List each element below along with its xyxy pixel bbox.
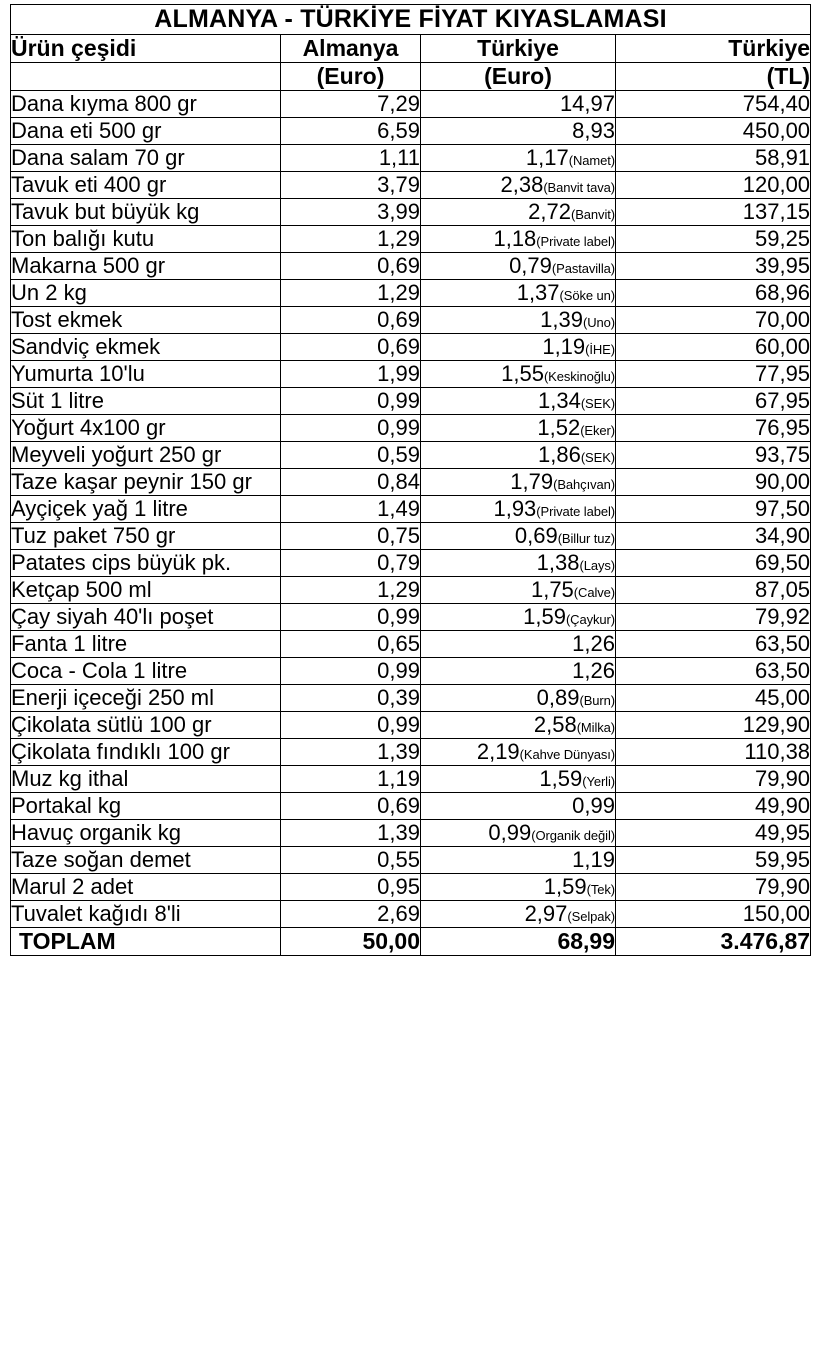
turkey-euro-value: 1,59 [543, 874, 587, 899]
germany-euro-value: 1,49 [281, 496, 421, 523]
germany-euro-value: 1,99 [281, 361, 421, 388]
header-germany-unit: (Euro) [281, 63, 421, 91]
brand-note: (Çaykur) [565, 612, 615, 627]
turkey-euro-value: 1,26 [572, 658, 615, 683]
turkey-tl-value: 68,96 [616, 280, 811, 307]
turkey-euro-cell [421, 631, 616, 658]
turkey-tl-value: 59,95 [616, 847, 811, 874]
header-row-line1 [11, 35, 811, 63]
header-product: Ürün çeşidi [11, 35, 281, 63]
product-name: Dana kıyma 800 gr [11, 91, 281, 118]
product-name: Coca - Cola 1 litre [11, 658, 281, 685]
turkey-euro-value: 1,86 [538, 442, 581, 467]
brand-note: (Banvit) [571, 207, 615, 222]
brand-note: (Uno) [582, 315, 615, 330]
turkey-euro-value: 0,99 [488, 820, 532, 845]
table-row [11, 469, 811, 496]
price-comparison-table [10, 4, 811, 956]
table-row [11, 253, 811, 280]
germany-euro-value: 0,99 [281, 415, 421, 442]
turkey-euro-value: 2,19 [476, 739, 520, 764]
table-row [11, 442, 811, 469]
turkey-tl-value: 49,95 [616, 820, 811, 847]
table-row [11, 118, 811, 145]
turkey-euro-value: 1,55 [501, 361, 544, 386]
germany-euro-value: 3,99 [281, 199, 421, 226]
turkey-euro-cell [421, 226, 616, 253]
brand-note: (Organik değil) [531, 828, 615, 843]
table-body [11, 91, 811, 956]
product-name: Marul 2 adet [11, 874, 281, 901]
turkey-euro-cell [421, 118, 616, 145]
header-turkey-tl-unit: (TL) [616, 63, 811, 91]
germany-euro-value: 0,84 [281, 469, 421, 496]
product-name: Dana salam 70 gr [11, 145, 281, 172]
turkey-tl-value: 67,95 [616, 388, 811, 415]
table-row [11, 712, 811, 739]
table-row [11, 361, 811, 388]
turkey-tl-value: 450,00 [616, 118, 811, 145]
turkey-euro-value: 1,38 [536, 550, 580, 575]
turkey-euro-value: 14,97 [559, 91, 615, 116]
header-germany: Almanya [281, 35, 421, 63]
product-name: Çikolata sütlü 100 gr [11, 712, 281, 739]
turkey-euro-value: 1,59 [539, 766, 583, 791]
product-name: Havuç organik kg [11, 820, 281, 847]
turkey-euro-value: 1,79 [510, 469, 554, 494]
turkey-euro-cell [421, 712, 616, 739]
product-name: Çikolata fındıklı 100 gr [11, 739, 281, 766]
brand-note: (İHE) [585, 342, 615, 357]
brand-note: (Private label) [536, 504, 615, 519]
turkey-euro-value: 2,97 [524, 901, 568, 926]
turkey-tl-value: 58,91 [616, 145, 811, 172]
turkey-euro-value: 1,19 [572, 847, 615, 872]
turkey-tl-value: 70,00 [616, 307, 811, 334]
germany-euro-value: 0,65 [281, 631, 421, 658]
turkey-euro-cell [421, 766, 616, 793]
turkey-euro-cell [421, 550, 616, 577]
germany-euro-value: 2,69 [281, 901, 421, 928]
brand-note: (Bahçıvan) [553, 477, 615, 492]
brand-note: (Yerli) [582, 774, 615, 789]
total-row [11, 928, 811, 956]
turkey-tl-value: 3.476,87 [616, 928, 811, 956]
total-label: TOPLAM [11, 928, 281, 956]
product-name: Yoğurt 4x100 gr [11, 415, 281, 442]
turkey-euro-cell [421, 874, 616, 901]
germany-euro-value: 6,59 [281, 118, 421, 145]
turkey-euro-cell [421, 847, 616, 874]
turkey-euro-value: 1,37 [516, 280, 560, 305]
turkey-euro-value: 1,19 [542, 334, 586, 359]
turkey-euro-value: 2,38 [500, 172, 544, 197]
germany-euro-value: 0,55 [281, 847, 421, 874]
product-name: Tuvalet kağıdı 8'li [11, 901, 281, 928]
brand-note: (Banvit tava) [543, 180, 615, 195]
germany-euro-value: 0,99 [281, 658, 421, 685]
product-name: Tavuk eti 400 gr [11, 172, 281, 199]
turkey-tl-value: 150,00 [616, 901, 811, 928]
turkey-euro-cell [421, 442, 616, 469]
germany-euro-value: 0,95 [281, 874, 421, 901]
table-row [11, 766, 811, 793]
page-title: ALMANYA - TÜRKİYE FİYAT KIYASLAMASI [11, 5, 811, 35]
turkey-euro-value: 1,52 [537, 415, 581, 440]
germany-euro-value: 1,29 [281, 226, 421, 253]
table-row [11, 658, 811, 685]
turkey-tl-value: 60,00 [616, 334, 811, 361]
header-turkey-eur-unit: (Euro) [421, 63, 616, 91]
product-name: Dana eti 500 gr [11, 118, 281, 145]
germany-euro-value: 50,00 [281, 928, 421, 956]
turkey-tl-value: 90,00 [616, 469, 811, 496]
table-row [11, 226, 811, 253]
table-row [11, 550, 811, 577]
table-row [11, 415, 811, 442]
germany-euro-value: 0,79 [281, 550, 421, 577]
turkey-euro-cell [421, 415, 616, 442]
germany-euro-value: 0,99 [281, 712, 421, 739]
turkey-euro-cell [421, 199, 616, 226]
table-row [11, 307, 811, 334]
turkey-euro-cell [421, 145, 616, 172]
germany-euro-value: 0,99 [281, 388, 421, 415]
brand-note: (Söke un) [559, 288, 615, 303]
turkey-tl-value: 34,90 [616, 523, 811, 550]
product-name: Tuz paket 750 gr [11, 523, 281, 550]
turkey-euro-value: 8,93 [572, 118, 615, 143]
brand-note: (SEK) [580, 396, 615, 411]
turkey-euro-cell [421, 577, 616, 604]
table-row [11, 334, 811, 361]
brand-note: (SEK) [580, 450, 615, 465]
header-row-line2 [11, 63, 811, 91]
brand-note: (Namet) [568, 153, 615, 168]
table-row [11, 388, 811, 415]
brand-note: (Eker) [580, 423, 615, 438]
turkey-euro-cell [421, 604, 616, 631]
turkey-euro-value: 1,34 [538, 388, 581, 413]
turkey-euro-cell [421, 469, 616, 496]
turkey-euro-value: 0,79 [509, 253, 552, 278]
turkey-euro-cell [421, 91, 616, 118]
product-name: Çay siyah 40'lı poşet [11, 604, 281, 631]
germany-euro-value: 0,75 [281, 523, 421, 550]
product-name: Taze soğan demet [11, 847, 281, 874]
turkey-euro-cell [421, 388, 616, 415]
turkey-euro-value: 1,59 [523, 604, 566, 629]
turkey-euro-cell [421, 685, 616, 712]
header-turkey-tl: Türkiye [616, 35, 811, 63]
table-row [11, 874, 811, 901]
product-name: Ketçap 500 ml [11, 577, 281, 604]
table-row [11, 199, 811, 226]
turkey-tl-value: 45,00 [616, 685, 811, 712]
turkey-tl-value: 49,90 [616, 793, 811, 820]
germany-euro-value: 0,99 [281, 604, 421, 631]
table-row [11, 172, 811, 199]
table-row [11, 793, 811, 820]
table-row [11, 739, 811, 766]
turkey-euro-cell [421, 793, 616, 820]
brand-note: (Private label) [536, 234, 615, 249]
germany-euro-value: 1,11 [281, 145, 421, 172]
turkey-euro-cell [421, 658, 616, 685]
product-name: Yumurta 10'lu [11, 361, 281, 388]
brand-note: (Burn) [579, 693, 615, 708]
germany-euro-value: 0,39 [281, 685, 421, 712]
product-name: Portakal kg [11, 793, 281, 820]
turkey-euro-cell [421, 280, 616, 307]
product-name: Tavuk but büyük kg [11, 199, 281, 226]
turkey-tl-value: 87,05 [616, 577, 811, 604]
turkey-tl-value: 79,92 [616, 604, 811, 631]
turkey-euro-value: 2,58 [533, 712, 577, 737]
brand-note: (Selpak) [567, 909, 615, 924]
turkey-tl-value: 63,50 [616, 658, 811, 685]
germany-euro-value: 1,39 [281, 739, 421, 766]
germany-euro-value: 0,69 [281, 334, 421, 361]
turkey-tl-value: 110,38 [616, 739, 811, 766]
table-row [11, 496, 811, 523]
turkey-euro-cell [421, 739, 616, 766]
product-name: Un 2 kg [11, 280, 281, 307]
brand-note: (Pastavilla) [551, 261, 615, 276]
table-row [11, 685, 811, 712]
title-row [11, 5, 811, 35]
turkey-tl-value: 39,95 [616, 253, 811, 280]
turkey-euro-cell [421, 172, 616, 199]
turkey-euro-value: 1,18 [493, 226, 537, 251]
product-name: Ton balığı kutu [11, 226, 281, 253]
germany-euro-value: 0,69 [281, 307, 421, 334]
brand-note: (Lays) [579, 558, 615, 573]
turkey-euro-value: 1,75 [530, 577, 574, 602]
turkey-tl-value: 63,50 [616, 631, 811, 658]
brand-note: (Kahve Dünyası) [519, 747, 615, 762]
table-row [11, 901, 811, 928]
product-name: Süt 1 litre [11, 388, 281, 415]
turkey-euro-cell [421, 928, 616, 956]
germany-euro-value: 0,69 [281, 793, 421, 820]
table-row [11, 523, 811, 550]
product-name: Tost ekmek [11, 307, 281, 334]
header-turkey-eur: Türkiye [421, 35, 616, 63]
turkey-euro-value: 0,69 [514, 523, 558, 548]
header-product-unit [11, 63, 281, 91]
turkey-tl-value: 137,15 [616, 199, 811, 226]
turkey-tl-value: 77,95 [616, 361, 811, 388]
germany-euro-value: 1,19 [281, 766, 421, 793]
turkey-tl-value: 76,95 [616, 415, 811, 442]
product-name: Makarna 500 gr [11, 253, 281, 280]
table-row [11, 577, 811, 604]
germany-euro-value: 1,39 [281, 820, 421, 847]
turkey-euro-cell [421, 307, 616, 334]
germany-euro-value: 0,59 [281, 442, 421, 469]
table-row [11, 145, 811, 172]
turkey-tl-value: 93,75 [616, 442, 811, 469]
table-row [11, 847, 811, 874]
product-name: Enerji içeceği 250 ml [11, 685, 281, 712]
turkey-euro-cell [421, 334, 616, 361]
table-row [11, 631, 811, 658]
turkey-euro-value: 1,93 [493, 496, 537, 521]
product-name: Meyveli yoğurt 250 gr [11, 442, 281, 469]
germany-euro-value: 3,79 [281, 172, 421, 199]
brand-note: (Tek) [586, 882, 615, 897]
turkey-euro-cell [421, 901, 616, 928]
product-name: Ayçiçek yağ 1 litre [11, 496, 281, 523]
product-name: Fanta 1 litre [11, 631, 281, 658]
turkey-tl-value: 69,50 [616, 550, 811, 577]
table-header [11, 5, 811, 91]
turkey-tl-value: 120,00 [616, 172, 811, 199]
product-name: Sandviç ekmek [11, 334, 281, 361]
turkey-euro-value: 1,26 [572, 631, 615, 656]
turkey-tl-value: 129,90 [616, 712, 811, 739]
turkey-euro-cell [421, 523, 616, 550]
turkey-euro-cell [421, 820, 616, 847]
table-row [11, 604, 811, 631]
brand-note: (Billur tuz) [557, 531, 615, 546]
turkey-tl-value: 59,25 [616, 226, 811, 253]
table-row [11, 820, 811, 847]
turkey-euro-value: 0,89 [536, 685, 580, 710]
brand-note: (Keskinoğlu) [543, 369, 615, 384]
turkey-euro-value: 2,72 [528, 199, 571, 224]
product-name: Muz kg ithal [11, 766, 281, 793]
product-name: Taze kaşar peynir 150 gr [11, 469, 281, 496]
turkey-euro-value: 68,99 [557, 928, 615, 954]
product-name: Patates cips büyük pk. [11, 550, 281, 577]
turkey-euro-cell [421, 253, 616, 280]
germany-euro-value: 0,69 [281, 253, 421, 280]
table-row [11, 280, 811, 307]
turkey-tl-value: 79,90 [616, 874, 811, 901]
turkey-euro-cell [421, 496, 616, 523]
germany-euro-value: 1,29 [281, 280, 421, 307]
table-row [11, 91, 811, 118]
turkey-euro-value: 1,17 [525, 145, 569, 170]
turkey-euro-cell [421, 361, 616, 388]
germany-euro-value: 1,29 [281, 577, 421, 604]
brand-note: (Calve) [573, 585, 615, 600]
turkey-euro-value: 0,99 [572, 793, 615, 818]
turkey-tl-value: 97,50 [616, 496, 811, 523]
germany-euro-value: 7,29 [281, 91, 421, 118]
turkey-tl-value: 754,40 [616, 91, 811, 118]
turkey-tl-value: 79,90 [616, 766, 811, 793]
brand-note: (Milka) [576, 720, 615, 735]
turkey-euro-value: 1,39 [540, 307, 583, 332]
